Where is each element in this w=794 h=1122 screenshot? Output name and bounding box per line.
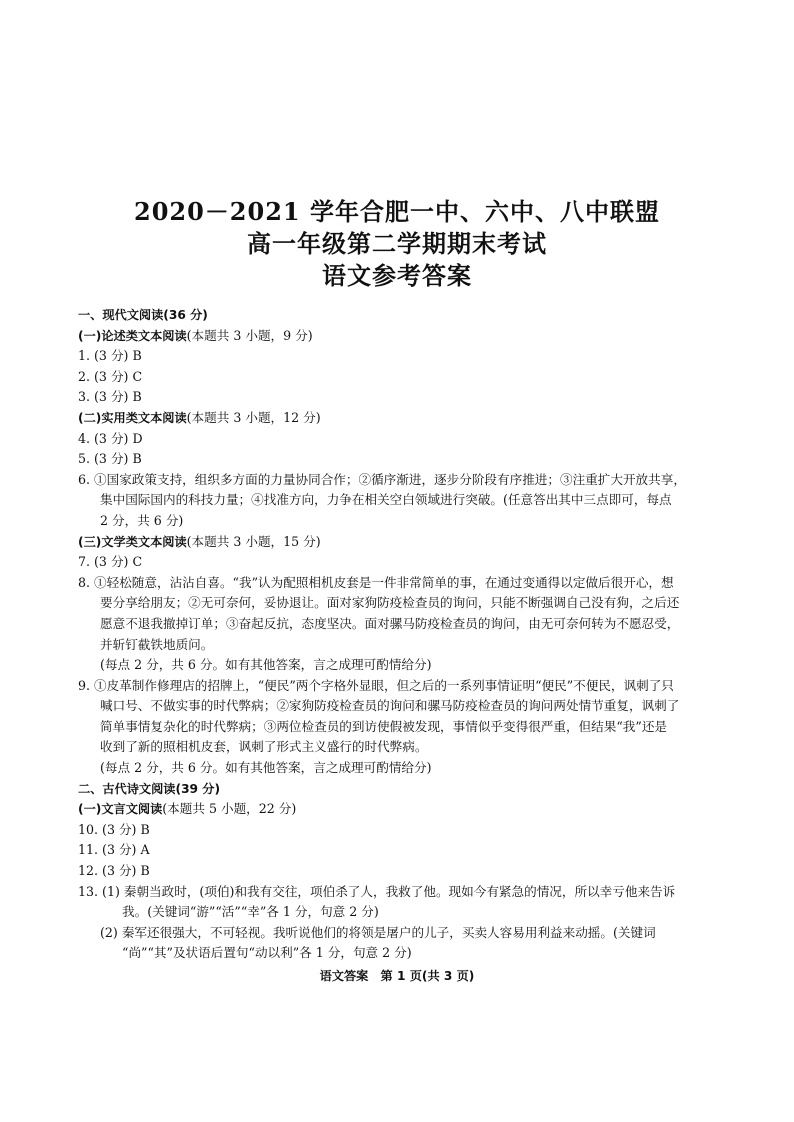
subsection-note: (本题共 3 小题，12 分) [186,409,321,425]
answer-8-line-4: 并斩钉截铁地质问。 [100,636,214,652]
section-heading-modern-reading: 一、现代文阅读(36 分) [78,308,208,322]
subsection-argumentative [78,326,718,347]
subsection-note: (本题共 5 小题，22 分) [162,801,297,817]
answer-10: 10. (3 分) B [78,821,150,837]
answer-9-line-3: 简单事情复杂化的时代弊病；③两位检查员的到访使假被发现，事情似乎变得很严重，但结果“我”还是 [100,718,668,734]
answer-7: 7. (3 分) C [78,554,143,570]
answer-9-line-2: 喊口号、不做实事的时代弊病；②家狗防疫检查员的询问和骡马防疫检查员的询问两处情节重复，讽刺了 [100,698,680,714]
answer-13-2-line-2: “尚”“其”及状语后置句“动以利”各 1 分，句意 2 分) [122,945,412,961]
exam-title-line-3: 语文参考答案 [322,261,472,290]
answer-13-1-line-1: 13. (1) 秦朝当政时，(项伯)和我有交往，项伯杀了人，我救了他。现如今有紧急的情况，所以幸亏他来告诉 [78,883,676,899]
answer-1: 1. (3 分) B [78,348,142,364]
subsection-label: (三)文学类文本阅读 [78,534,187,549]
exam-title-line-1: 2020－2021 学年合肥一中、六中、八中联盟 [134,197,660,226]
answer-6-line-1: 6. ①国家政策支持，组织多方面的力量协同合作；②循序渐进，逐步分阶段有序推进；③注重扩大开放共享， [78,471,686,487]
page-footer: 语文答案 第 1 页(共 3 页) [319,969,475,983]
subsection-practical [78,408,718,429]
section-heading-classical-reading: 二、古代诗文阅读(39 分) [78,781,221,796]
subsection-label: (二)实用类文本阅读 [78,410,187,425]
answer-8-scoring-note: (每点 2 分，共 6 分。如有其他答案，言之成理可酌情给分) [100,657,432,673]
subsection-note: (本题共 3 小题，15 分) [186,533,321,549]
answer-3: 3. (3 分) B [78,389,142,405]
answer-6-line-2: 集中国际国内的科技力量；④找准方向，力争在相关空白领域进行突破。(任意答出其中三点即可，每点 [100,492,672,508]
answer-13-2-line-1: (2) 秦军还很强大，不可轻视。我听说他们的将领是屠户的儿子，买卖人容易用利益来动摇。(关键词 [100,924,656,940]
answer-9-line-1: 9. ①皮革制作修理店的招牌上，“便民”两个字格外显眼，但之后的一系列事情证明“便民”不便民，讽刺了只 [78,677,674,693]
answer-9-line-4: 收到了新的照相机皮套，讽刺了形式主义盛行的时代弊病。 [100,739,428,755]
answer-11: 11. (3 分) A [78,842,150,858]
subsection-classical-prose [78,799,718,820]
answer-9-scoring-note: (每点 2 分，共 6 分。如有其他答案，言之成理可酌情给分) [100,760,432,776]
exam-title-line-2: 高一年级第二学期期末考试 [247,229,547,258]
answer-8-line-1: 8. ①轻松随意，沾沾自喜。“我”认为配照相机皮套是一件非常简单的事，在通过变通得以定做后很开心，想 [78,574,674,590]
subsection-label: (一)文言文阅读 [78,802,163,817]
subsection-label: (一)论述类文本阅读 [78,328,187,343]
answer-5: 5. (3 分) B [78,451,142,467]
answer-2: 2. (3 分) C [78,368,143,384]
answer-6-line-3: 2 分，共 6 分) [100,512,184,528]
answer-body [78,305,718,964]
answer-13-1-line-2: 我。(关键词“游”“活”“幸”各 1 分，句意 2 分) [122,904,379,920]
title-block [0,196,794,292]
subsection-literary [78,532,718,553]
subsection-note: (本题共 3 小题，9 分) [186,327,313,343]
answer-12: 12. (3 分) B [78,863,150,879]
answer-4: 4. (3 分) D [78,430,143,446]
answer-8-line-2: 要分享给朋友；②无可奈何，妥协退让。面对家狗防疫检查员的询问，只能不断强调自己没有狗，之后还 [100,595,680,611]
answer-8-line-3: 愿意不退我撤掉订单；③奋起反抗，态度坚决。面对骡马防疫检查员的询问，由无可奈何转为不愿忍受， [100,615,680,631]
